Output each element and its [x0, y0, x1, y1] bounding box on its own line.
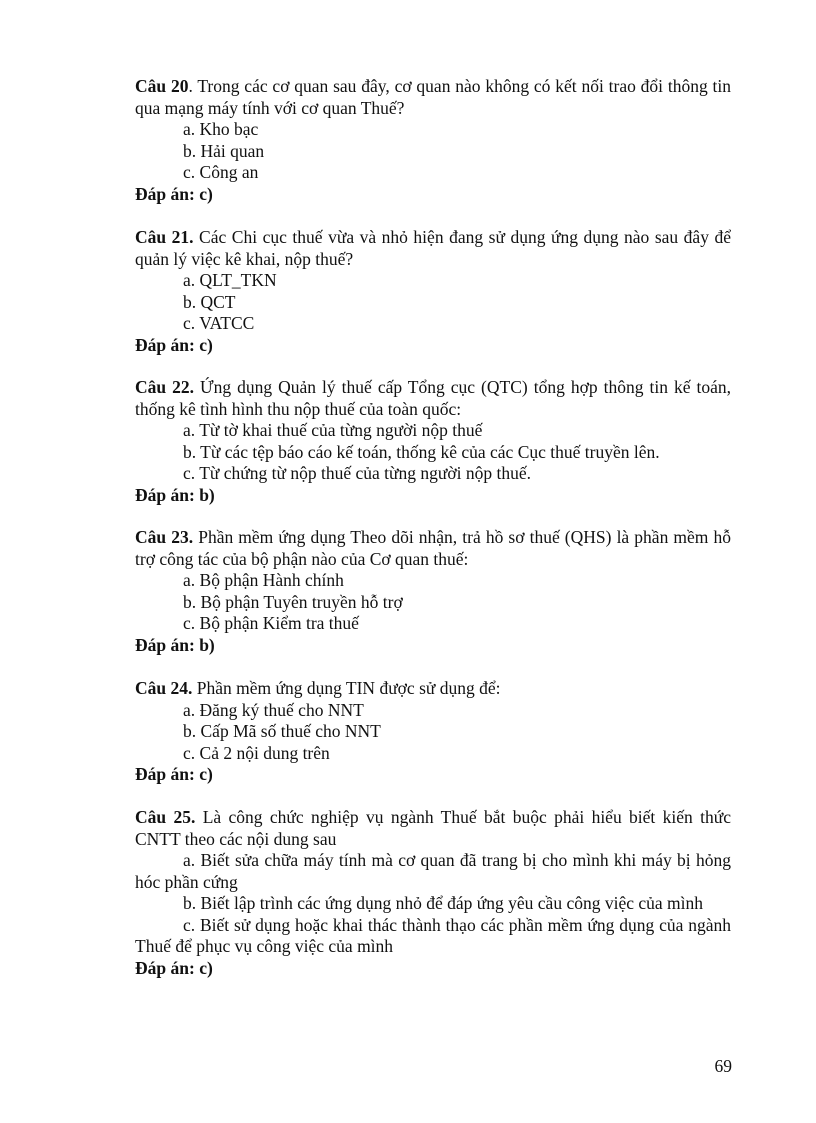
- question-body: Là công chức nghiệp vụ ngành Thuế bắt buộc phải hiểu biết kiến thức CNTT theo các nội dung sau: [135, 807, 731, 849]
- option-a: a. Kho bạc: [183, 119, 259, 139]
- question-text: [135, 678, 731, 700]
- option-c: c. Bộ phận Kiểm tra thuế: [183, 613, 359, 633]
- question-body: . Trong các cơ quan sau đây, cơ quan nào không có kết nối trao đổi thông tin qua mạng máy tính với cơ quan Thuế?: [135, 76, 732, 118]
- question-body: Ứng dụng Quản lý thuế cấp Tổng cục (QTC) tổng hợp thông tin kế toán, thống kê tình hình thu nộp thuế của toàn quốc:: [135, 377, 732, 419]
- answer-label: Đáp án:: [135, 957, 195, 978]
- question-22: [135, 377, 731, 506]
- option-c: c. Từ chứng từ nộp thuế của từng người nộp thuế.: [183, 463, 531, 483]
- page-number: 69: [714, 1056, 732, 1076]
- question-body: Phần mềm ứng dụng TIN được sử dụng để:: [192, 678, 501, 698]
- option-a: a. Đăng ký thuế cho NNT: [183, 699, 364, 720]
- answer-value: c): [199, 957, 213, 978]
- option-b: b. Bộ phận Tuyên truyền hỗ trợ: [183, 591, 403, 612]
- answer-label: Đáp án:: [135, 183, 195, 204]
- option-a: a. Từ tờ khai thuế của từng người nộp thuế: [183, 420, 483, 440]
- answer-label: Đáp án:: [135, 334, 195, 355]
- question-20: [135, 76, 731, 205]
- option-c: c. Biết sử dụng hoặc khai thác thành thạo các phần mềm ứng dụng của ngành Thuế để phục vụ công việc của mình: [135, 914, 731, 956]
- answer-label: Đáp án:: [135, 634, 195, 655]
- answer-value: c): [199, 183, 213, 204]
- option-a: a. Biết sửa chữa máy tính mà cơ quan đã trang bị cho mình khi máy bị hỏng hóc phần cứng: [135, 850, 731, 892]
- question-label: Câu 22.: [135, 377, 195, 397]
- option-b: b. Hải quan: [183, 140, 265, 161]
- question-text: [135, 377, 731, 420]
- answer-label: Đáp án:: [135, 484, 195, 505]
- option-c: c. VATCC: [183, 313, 255, 333]
- option-c: c. Công an: [183, 162, 259, 182]
- option-b: b. Biết lập trình các ứng dụng nhỏ để đáp ứng yêu cầu công việc của mình: [183, 893, 704, 913]
- option-b: b. Cấp Mã số thuế cho NNT: [183, 721, 381, 741]
- question-text: [135, 807, 731, 850]
- option-b: b. QCT: [183, 291, 236, 312]
- option-a: a. QLT_TKN: [183, 270, 277, 290]
- answer-line: [135, 335, 731, 357]
- option-b: b. Từ các tệp báo cáo kế toán, thống kê của các Cục thuế truyền lên.: [183, 441, 660, 462]
- answer-label: Đáp án:: [135, 764, 195, 784]
- answer-value: b): [199, 634, 215, 655]
- option-a: a. Bộ phận Hành chính: [183, 570, 344, 590]
- answer-line: [135, 958, 731, 980]
- question-label: Câu 23.: [135, 527, 194, 547]
- question-label: Câu 21.: [135, 227, 194, 247]
- answer-value: c): [199, 334, 213, 355]
- question-label: Câu 20: [135, 76, 189, 96]
- answer-value: c): [199, 764, 213, 784]
- option-c: c. Cả 2 nội dung trên: [183, 742, 330, 763]
- question-label: Câu 24.: [135, 678, 193, 698]
- answer-value: b): [199, 484, 215, 505]
- question-text: [135, 527, 731, 570]
- question-25: [135, 807, 731, 979]
- question-body: Phần mềm ứng dụng Theo dõi nhận, trả hồ sơ thuế (QHS) là phần mềm hỗ trợ công tác của bộ phận nào của Cơ quan thuế:: [135, 527, 732, 569]
- question-23: [135, 527, 731, 656]
- question-24: [135, 678, 731, 786]
- answer-line: [135, 184, 731, 206]
- question-label: Câu 25.: [135, 807, 196, 827]
- question-text: [135, 76, 731, 119]
- question-text: [135, 227, 731, 270]
- answer-line: [135, 485, 731, 507]
- question-21: [135, 227, 731, 356]
- answer-line: [135, 764, 731, 786]
- answer-line: [135, 635, 731, 657]
- question-body: Các Chi cục thuế vừa và nhỏ hiện đang sử dụng ứng dụng nào sau đây để quản lý việc kê khai, nộp thuế?: [135, 227, 731, 269]
